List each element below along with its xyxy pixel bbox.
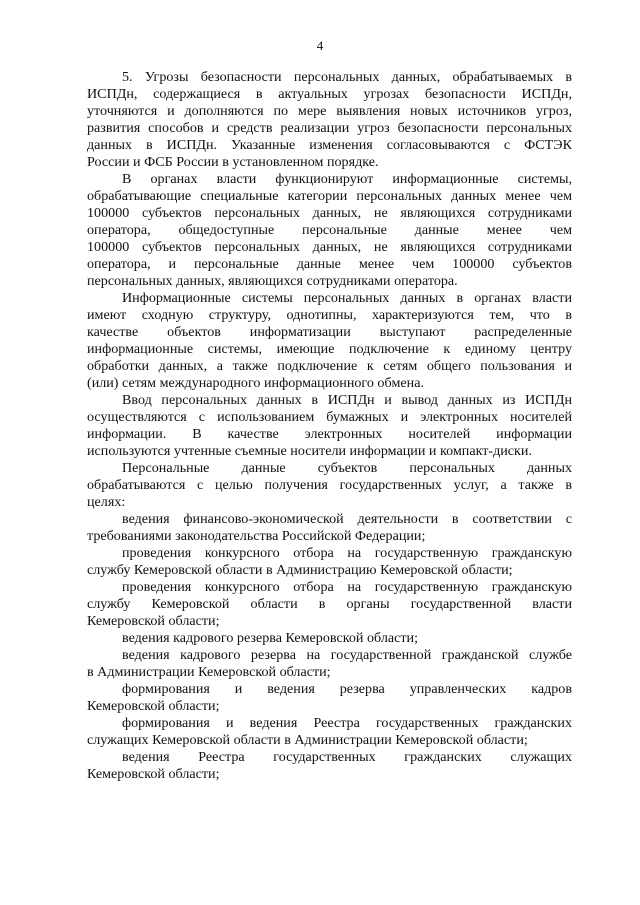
text-line: обработки данных, а также подключение к сетям общего пользования и [87, 358, 572, 374]
text-line: службу Кемеровской области в органы государственной власти [87, 596, 572, 612]
text-line: ведения финансово-экономической деятельности в соответствии с [122, 511, 572, 527]
text-line: ведения кадрового резерва Кемеровской области; [122, 630, 418, 646]
text-line: Ввод персональных данных в ИСПДн и вывод данных из ИСПДн [122, 392, 572, 408]
text-line: персональных данных, являющихся сотрудниками оператора. [87, 273, 458, 289]
text-line: России и ФСБ России в установленном порядке. [87, 154, 379, 170]
text-line: Кемеровской области; [87, 613, 220, 629]
text-line: службу Кемеровской области в Администрацию Кемеровской области; [87, 562, 513, 578]
text-line: формирования и ведения резерва управленческих кадров [122, 681, 572, 697]
text-line: Кемеровской области; [87, 698, 220, 714]
text-line: имеют сходную структуру, однотипны, характеризуются тем, что в [87, 307, 572, 323]
text-line: обрабатывающие специальные категории персональных данных менее чем [87, 188, 572, 204]
text-line: В органах власти функционируют информационные системы, [122, 171, 572, 187]
text-line: обрабатываются с целью получения государственных услуг, а также в [87, 477, 572, 493]
text-line: оператора, общедоступные персональные данные менее чем [87, 222, 572, 238]
text-line: развития способов и средств реализации угроз безопасности персональных [87, 120, 572, 136]
text-line: формирования и ведения Реестра государственных гражданских [122, 715, 572, 731]
text-line: ведения кадрового резерва на государственной гражданской службе [122, 647, 572, 663]
text-line: используются учтенные съемные носители информации и компакт-диски. [87, 443, 532, 459]
text-line: информационные системы, имеющие подключение к единому центру [87, 341, 572, 357]
text-line: требованиями законодательства Российской Федерации; [87, 528, 426, 544]
text-line: данных в ИСПДн. Указанные изменения согласовываются с ФСТЭК [87, 137, 572, 153]
text-line: осуществляются с использованием бумажных и электронных носителей [87, 409, 572, 425]
text-line: уточняются и дополняются по мере выявления новых источников угроз, [87, 103, 572, 119]
text-line: целях: [87, 494, 126, 510]
text-line: качестве объектов информатизации выступают распределенные [87, 324, 572, 340]
text-line: информации. В качестве электронных носителей информации [87, 426, 572, 442]
text-line: 100000 субъектов персональных данных, не являющихся сотрудниками [87, 205, 572, 221]
text-line: проведения конкурсного отбора на государственную гражданскую [122, 545, 572, 561]
text-line: Информационные системы персональных данных в органах власти [122, 290, 572, 306]
text-line: (или) сетям международного информационного обмена. [87, 375, 424, 391]
text-line: служащих Кемеровской области в Администрации Кемеровской области; [87, 732, 528, 748]
text-line: ведения Реестра государственных гражданских служащих [122, 749, 572, 765]
text-line: проведения конкурсного отбора на государственную гражданскую [122, 579, 572, 595]
text-line: Персональные данные субъектов персональных данных [122, 460, 572, 476]
text-line: ИСПДн, содержащиеся в актуальных угрозах безопасности ИСПДн, [87, 86, 572, 102]
text-line: 5. Угрозы безопасности персональных данных, обрабатываемых в [122, 69, 572, 85]
text-line: оператора, и персональные данные менее чем 100000 субъектов [87, 256, 572, 272]
text-line: 100000 субъектов персональных данных, не являющихся сотрудниками [87, 239, 572, 255]
document-body [87, 69, 572, 783]
page-number: 4 [316, 38, 324, 53]
text-line: Кемеровской области; [87, 766, 220, 782]
text-line: в Администрации Кемеровской области; [87, 664, 331, 680]
